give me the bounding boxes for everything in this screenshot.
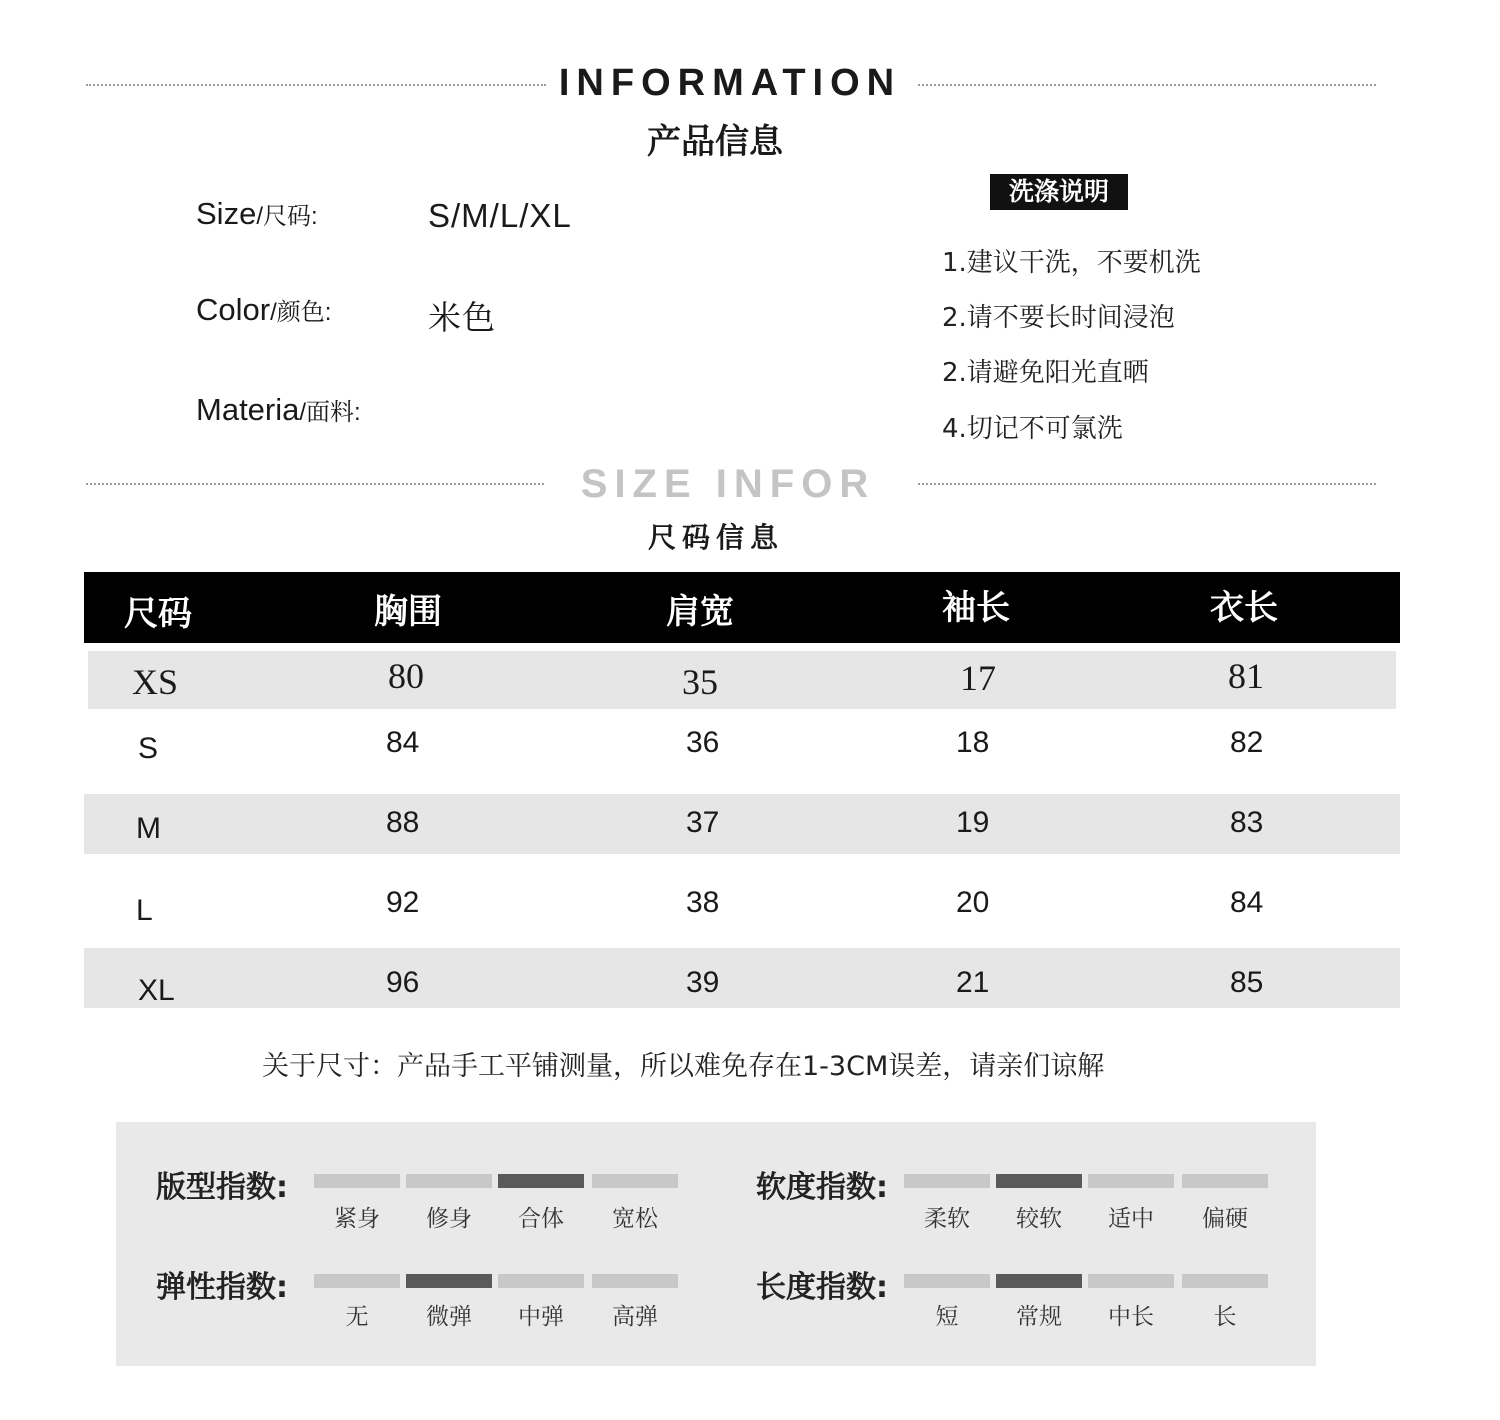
product-info-title: 产品信息 xyxy=(647,122,783,162)
elasticity-seg-2 xyxy=(498,1274,584,1288)
fit-option-label: 紧身 xyxy=(334,1206,380,1232)
cell-shoulder: 37 xyxy=(686,806,720,839)
elasticity-option-label: 微弹 xyxy=(426,1304,472,1330)
elasticity-seg-3 xyxy=(592,1274,678,1288)
cell-size: L xyxy=(136,894,153,927)
fit-index-label: 版型指数: xyxy=(156,1170,288,1205)
cell-shoulder: 36 xyxy=(686,726,720,759)
cell-length: 82 xyxy=(1230,726,1264,759)
cell-chest: 96 xyxy=(386,966,420,999)
cell-length: 83 xyxy=(1230,806,1264,839)
softness-option-label: 较软 xyxy=(1016,1206,1062,1232)
fit-option-label: 宽松 xyxy=(612,1206,658,1232)
cell-length: 81 xyxy=(1228,656,1264,696)
table-row xyxy=(84,794,1400,854)
length-seg-0 xyxy=(904,1274,990,1288)
fit-seg-1 xyxy=(406,1174,492,1188)
wash-item: 2.请不要长时间浸泡 xyxy=(942,303,1175,333)
index-panel xyxy=(116,1122,1316,1366)
elasticity-option-label: 无 xyxy=(345,1304,369,1330)
cell-chest: 84 xyxy=(386,726,420,759)
size-table-header xyxy=(84,572,1400,643)
header-shoulder: 肩宽 xyxy=(666,592,734,632)
cell-length: 85 xyxy=(1230,966,1264,999)
header-sleeve: 袖长 xyxy=(942,588,1010,628)
softness-option-label: 偏硬 xyxy=(1202,1206,1248,1232)
material-label: Materia/面料: xyxy=(196,392,361,427)
fit-option-label: 合体 xyxy=(518,1206,564,1232)
softness-option-label: 柔软 xyxy=(924,1206,970,1232)
wash-item: 4.切记不可氯洗 xyxy=(942,414,1123,444)
cell-sleeve: 20 xyxy=(956,886,990,919)
fit-seg-0 xyxy=(314,1174,400,1188)
header-chest: 胸围 xyxy=(374,592,442,632)
cell-sleeve: 17 xyxy=(960,658,996,698)
wash-item: 2.请避免阳光直晒 xyxy=(942,358,1149,388)
softness-seg-2 xyxy=(1088,1174,1174,1188)
cell-chest: 88 xyxy=(386,806,420,839)
cell-size: S xyxy=(138,732,159,765)
header-size: 尺码 xyxy=(124,594,192,634)
cell-chest: 80 xyxy=(388,656,424,696)
table-row xyxy=(84,874,1400,938)
information-title: INFORMATION xyxy=(558,62,902,104)
size-infor-title: SIZE INFOR xyxy=(580,462,876,506)
color-value: 米色 xyxy=(428,299,496,336)
table-row xyxy=(88,651,1396,709)
elasticity-index-label: 弹性指数: xyxy=(156,1270,288,1305)
cell-sleeve: 21 xyxy=(956,966,990,999)
length-option-label: 短 xyxy=(935,1304,959,1330)
fit-option-label: 修身 xyxy=(426,1206,472,1232)
size-value: S/M/L/XL xyxy=(428,197,572,234)
softness-seg-1 xyxy=(996,1174,1082,1188)
table-row xyxy=(84,718,1400,782)
length-seg-1 xyxy=(996,1274,1082,1288)
cell-size: XS xyxy=(132,662,179,702)
cell-length: 84 xyxy=(1230,886,1264,919)
cell-shoulder: 35 xyxy=(682,662,718,702)
softness-seg-3 xyxy=(1182,1174,1268,1188)
length-option-label: 常规 xyxy=(1016,1304,1062,1330)
length-index-label: 长度指数: xyxy=(756,1270,888,1305)
color-label: Color/颜色: xyxy=(196,292,332,327)
length-option-label: 长 xyxy=(1213,1304,1237,1330)
length-seg-3 xyxy=(1182,1274,1268,1288)
cell-shoulder: 39 xyxy=(686,966,720,999)
elasticity-seg-0 xyxy=(314,1274,400,1288)
cell-size: M xyxy=(136,812,161,845)
cell-sleeve: 19 xyxy=(956,806,990,839)
measurement-note: 关于尺寸：产品手工平铺测量，所以难免存在1-3CM误差，请亲们谅解 xyxy=(262,1051,1105,1082)
cell-size: XL xyxy=(138,974,175,1007)
cell-sleeve: 18 xyxy=(956,726,990,759)
elasticity-option-label: 高弹 xyxy=(612,1304,658,1330)
size-label: Size/尺码: xyxy=(196,196,318,231)
elasticity-seg-1 xyxy=(406,1274,492,1288)
softness-index-label: 软度指数: xyxy=(756,1170,888,1205)
fit-seg-3 xyxy=(592,1174,678,1188)
wash-item: 1.建议干洗，不要机洗 xyxy=(942,248,1201,278)
fit-seg-2 xyxy=(498,1174,584,1188)
length-seg-2 xyxy=(1088,1274,1174,1288)
length-option-label: 中长 xyxy=(1108,1304,1154,1330)
cell-shoulder: 38 xyxy=(686,886,720,919)
size-info-title: 尺码信息 xyxy=(647,521,784,554)
wash-instructions-title: 洗涤说明 xyxy=(990,174,1128,210)
softness-seg-0 xyxy=(904,1174,990,1188)
header-length: 衣长 xyxy=(1210,588,1278,628)
table-row xyxy=(84,948,1400,1008)
elasticity-option-label: 中弹 xyxy=(518,1304,564,1330)
softness-option-label: 适中 xyxy=(1108,1206,1154,1232)
cell-chest: 92 xyxy=(386,886,420,919)
